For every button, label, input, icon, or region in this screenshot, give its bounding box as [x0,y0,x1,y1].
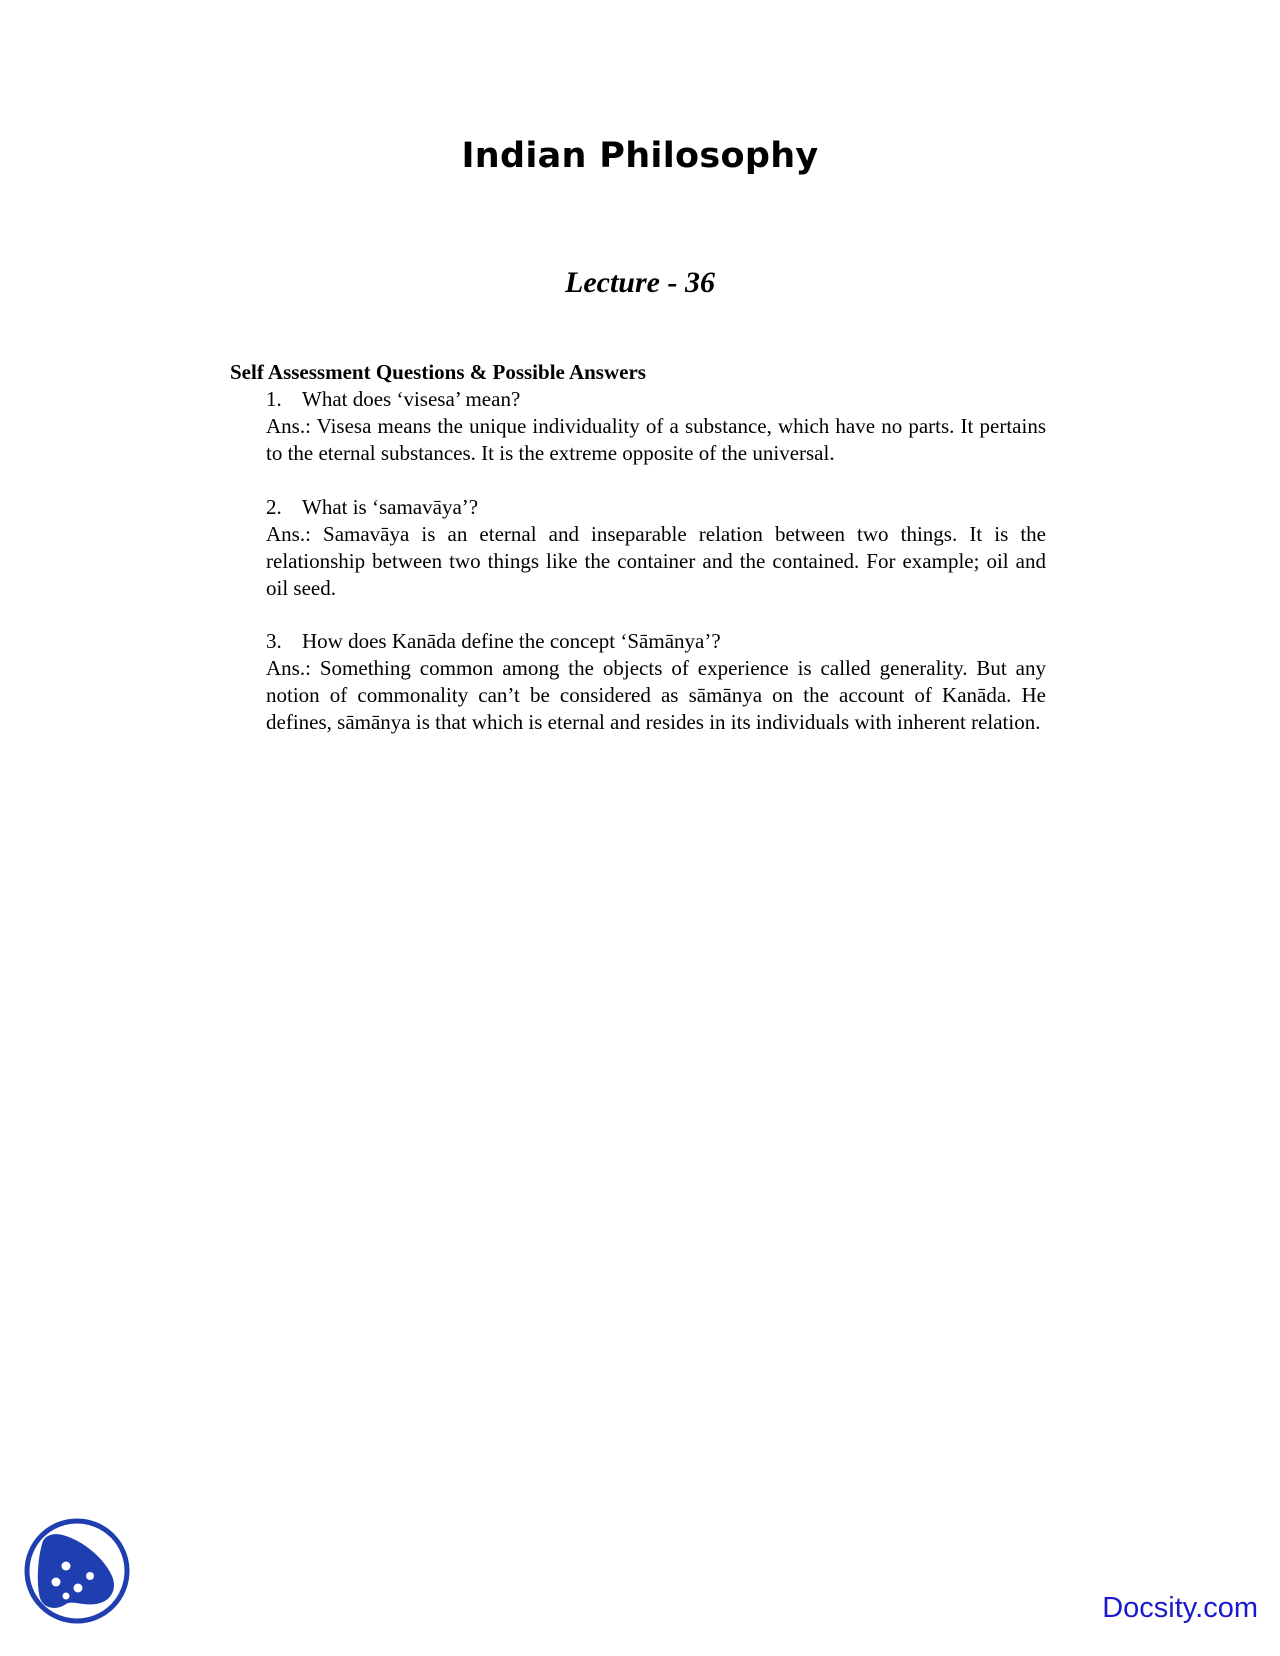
section-heading: Self Assessment Questions & Possible Answers [230,360,646,384]
answer-text: Ans.: Visesa means the unique individuality of a substance, which have no parts. It pertains to the eternal substances. It is the extreme opposite of the universal. [266,414,1046,465]
question-number: 3. [266,629,282,653]
qa-item [266,628,1046,736]
docsity-link[interactable]: Docsity.com [1102,1592,1258,1624]
answer-text: Ans.: Samavāya is an eternal and inseparable relation between two things. It is the relationship between two things like the container and the contained. For example; oil and oil seed. [266,522,1046,600]
question-number: 1. [266,387,282,411]
qa-item [266,386,1046,467]
question-text: What does ‘visesa’ mean? [302,387,521,411]
question [266,628,1046,655]
qa-item [266,494,1046,602]
document-title: Indian Philosophy [461,136,819,176]
docsity-logo-graphic [22,1516,132,1626]
question-text: What is ‘samavāya’? [302,495,479,519]
question [266,494,1046,521]
question-number: 2. [266,495,282,519]
answer-text: Ans.: Something common among the objects of experience is called generality. But any notion of commonality can’t be considered as sāmānya on the account of Kanāda. He defines, sāmānya is that which is eternal and resides in its individuals with inherent relation. [266,656,1046,734]
question [266,386,1046,413]
question-text: How does Kanāda define the concept ‘Sāmānya’? [302,629,721,653]
lecture-heading: Lecture - 36 [565,266,715,299]
docsity-logo-icon[interactable] [22,1516,132,1626]
